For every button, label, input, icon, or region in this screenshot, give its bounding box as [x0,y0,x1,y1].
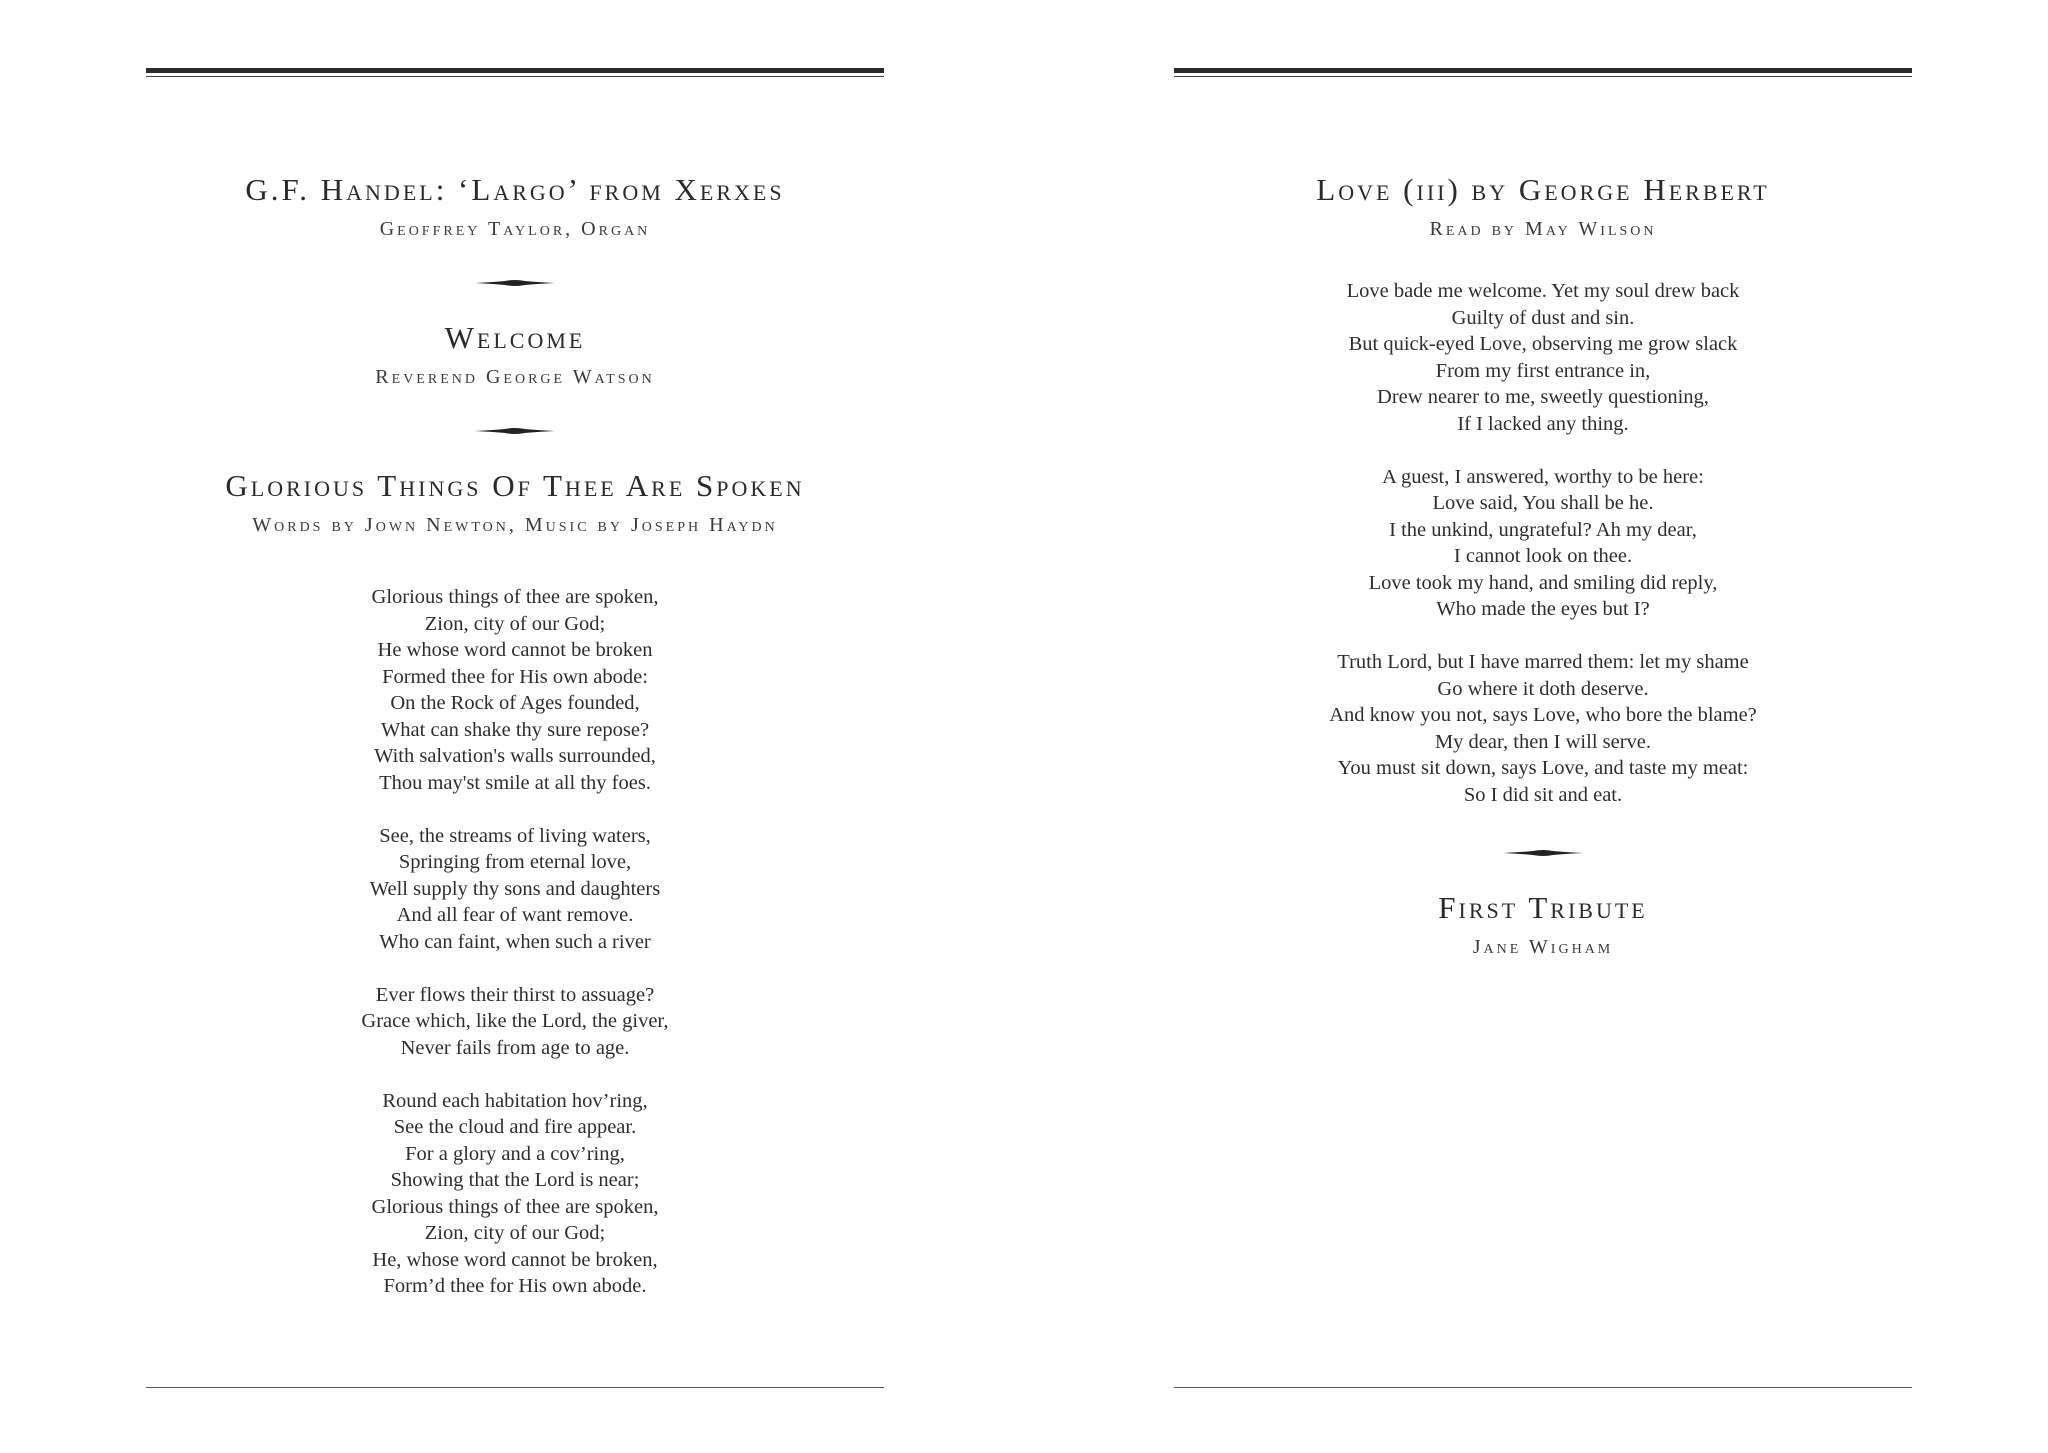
verse-line: Form’d thee for His own abode. [383,1275,647,1297]
hymn-stanza [146,584,884,796]
verse-line: With salvation's walls surrounded, [374,745,656,767]
verse-line: Zion, city of our God; [424,612,606,635]
verse-line: On the Rock of Ages founded, [390,692,640,714]
section-title-love: Love (iii) by George Herbert [1316,172,1770,207]
verse-line: Who can faint, when such a river [379,930,651,953]
poem-stanza [1174,278,1912,437]
ornament-divider-icon [1503,848,1583,858]
ornament-divider-icon [475,426,555,436]
hymn-stanza [146,823,884,956]
verse-line: He, whose word cannot be broken, [372,1248,658,1271]
verse-line: Grace which, like the Lord, the giver, [361,1010,669,1032]
section-subtitle-first-tribute: Jane Wigham [1472,936,1614,958]
verse-line: I the unkind, ungrateful? Ah my dear, [1389,518,1697,541]
verse-line: And know you not, says Love, who bore the blame? [1329,704,1757,726]
verse-line: Love took my hand, and smiling did reply, [1368,571,1718,594]
top-double-rule [146,68,884,78]
verse-line: And all fear of want remove. [396,904,634,926]
poem-stanza [1174,649,1912,808]
ornament-divider-icon [475,278,555,288]
bottom-rule [1174,1387,1912,1388]
verse-line: I cannot look on thee. [1453,545,1633,567]
verse-line: Well supply thy sons and daughters [369,877,661,900]
verse-line: If I lacked any thing. [1457,412,1629,435]
verse-line: But quick-eyed Love, observing me grow slack [1348,333,1738,355]
left-page-content [146,170,884,1300]
section-subtitle-largo: Geoffrey Taylor, Organ [379,218,651,240]
verse-line: Love said, You shall be he. [1432,492,1654,514]
verse-line: Go where it doth deserve. [1437,677,1649,700]
section-subtitle-love: Read by May Wilson [1429,218,1657,240]
section-subtitle-welcome: Reverend George Watson [375,366,655,388]
top-double-rule [1174,68,1912,78]
poem-text [1174,278,1912,808]
left-page [146,0,884,1453]
verse-line: My dear, then I will serve. [1434,730,1652,753]
verse-line: Glorious things of thee are spoken, [371,1195,659,1218]
top-rule-thin [146,76,884,77]
verse-line: Who made the eyes but I? [1436,598,1650,620]
hymn-stanza [146,1088,884,1300]
bottom-rule [146,1387,884,1388]
verse-line: Thou may'st smile at all thy foes. [379,771,651,794]
hymn-text [146,584,884,1300]
verse-line: Zion, city of our God; [424,1222,606,1244]
verse-line: Drew nearer to me, sweetly questioning, [1377,386,1709,408]
verse-line: Springing from eternal love, [398,851,632,873]
verse-line: You must sit down, says Love, and taste my meat: [1337,757,1749,779]
top-rule-thick [1174,68,1912,73]
verse-line: Guilty of dust and sin. [1451,306,1635,329]
verse-line: For a glory and a cov’ring, [405,1142,625,1165]
hymn-stanza [146,982,884,1062]
verse-line: Truth Lord, but I have marred them: let my shame [1337,651,1749,673]
verse-line: See, the streams of living waters, [379,824,651,847]
verse-line: Round each habitation hov’ring, [382,1089,648,1112]
verse-line: Love bade me welcome. Yet my soul drew back [1346,280,1740,302]
right-page [1174,0,1912,1453]
verse-line: See the cloud and fire appear. [393,1116,637,1138]
top-rule-thin [1174,76,1912,77]
verse-line: Glorious things of thee are spoken, [371,586,659,608]
verse-line: What can shake thy sure repose? [380,718,650,741]
verse-line: Showing that the Lord is near; [390,1169,640,1191]
verse-line: Formed thee for His own abode: [382,665,648,688]
verse-line: Ever flows their thirst to assuage? [375,983,655,1006]
section-title-hymn: Glorious Things Of Thee Are Spoken [225,468,805,503]
verse-line: He whose word cannot be broken [377,639,653,661]
verse-line: A guest, I answered, worthy to be here: [1382,465,1704,488]
verse-line: Never fails from age to age. [400,1036,630,1059]
right-page-content [1174,170,1912,960]
verse-line: So I did sit and eat. [1463,783,1623,806]
section-title-welcome: Welcome [444,320,586,355]
section-subtitle-hymn: Words by Jown Newton, Music by Joseph Haydn [252,514,778,536]
poem-stanza [1174,464,1912,623]
section-title-largo: G.F. Handel: ‘Largo’ from Xerxes [245,172,785,207]
verse-line: From my first entrance in, [1435,359,1651,382]
section-title-first-tribute: First Tribute [1438,890,1648,925]
top-rule-thick [146,68,884,73]
